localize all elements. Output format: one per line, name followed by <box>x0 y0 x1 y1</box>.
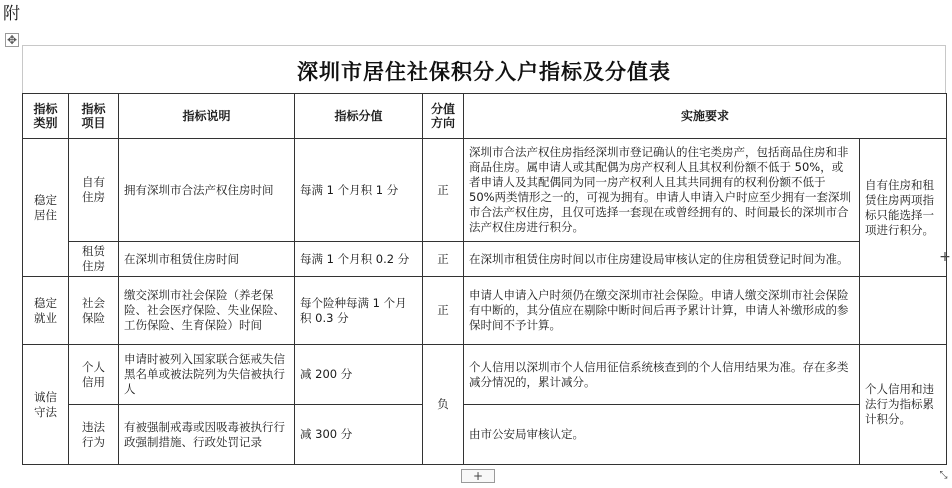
header-item: 指标 项目 <box>69 94 119 139</box>
employment-note-empty <box>860 277 947 345</box>
table-resize-icon[interactable]: ⤡ <box>939 470 948 481</box>
table-row <box>23 139 947 242</box>
item-rent-house: 租赁 住房 <box>69 242 119 277</box>
score-table <box>22 93 947 465</box>
requirement-own-house: 深圳市合法产权住房指经深圳市登记确认的住宅类房产，包括商品住房和非商品住房。属申请人或其配偶为房产权利人且其权利份额不低于 50%，或者申请人及其配偶同为同一房产权利人且其共同拥有的权利份额不低于 50%两类情形之一的，可视为拥有。申请人申请入户时应至少拥有一套深圳市合法产权住房，且仅可选择一套现在或曾经拥有的、时间最长的深圳市合法产权住房进行积分。 <box>464 139 860 242</box>
desc-social-insurance: 缴交深圳市社会保险（养老保险、社会医疗保险、失业保险、工伤保险、生育保险）时间 <box>119 277 295 345</box>
score-social-insurance: 每个险种每满 1 个月积 0.3 分 <box>295 277 423 345</box>
requirement-rent-house: 在深圳市租赁住房时间以市住房建设局审核认定的住房租赁登记时间为准。 <box>464 242 860 277</box>
score-violation: 减 300 分 <box>295 405 423 465</box>
score-credit: 减 200 分 <box>295 345 423 405</box>
desc-own-house: 拥有深圳市合法产权住房时间 <box>119 139 295 242</box>
insert-column-plus-icon[interactable]: + <box>939 249 951 265</box>
integrity-note: 个人信用和违法行为指标累计积分。 <box>860 345 947 465</box>
table-header-row <box>23 94 947 139</box>
category-residence: 稳定 居住 <box>23 139 69 277</box>
direction-integrity: 负 <box>423 345 464 465</box>
direction-social-insurance: 正 <box>423 277 464 345</box>
page-label: 附 <box>3 4 20 24</box>
score-rent-house: 每满 1 个月积 0.2 分 <box>295 242 423 277</box>
header-category: 指标 类别 <box>23 94 69 139</box>
table-row <box>23 405 947 465</box>
item-violation: 违法 行为 <box>69 405 119 465</box>
insert-row-plus-icon[interactable]: + <box>461 469 495 483</box>
item-social-insurance: 社会 保险 <box>69 277 119 345</box>
title-cell <box>22 45 946 93</box>
desc-rent-house: 在深圳市租赁住房时间 <box>119 242 295 277</box>
requirement-credit: 个人信用以深圳市个人信用征信系统核查到的个人信用结果为准。存在多类减分情况的，累计减分。 <box>464 345 860 405</box>
category-employment: 稳定 就业 <box>23 277 69 345</box>
desc-credit: 申请时被列入国家联合惩戒失信黑名单或被法院列为失信被执行人 <box>119 345 295 405</box>
header-requirement: 实施要求 <box>464 94 947 139</box>
header-score: 指标分值 <box>295 94 423 139</box>
direction-own-house: 正 <box>423 139 464 242</box>
desc-violation: 有被强制戒毒或因吸毒被执行行政强制措施、行政处罚记录 <box>119 405 295 465</box>
header-direction: 分值 方向 <box>423 94 464 139</box>
category-integrity: 诚信 守法 <box>23 345 69 465</box>
table-row <box>23 242 947 277</box>
item-credit: 个人 信用 <box>69 345 119 405</box>
header-description: 指标说明 <box>119 94 295 139</box>
direction-rent-house: 正 <box>423 242 464 277</box>
requirement-violation: 由市公安局审核认定。 <box>464 405 860 465</box>
table-row <box>23 277 947 345</box>
table-move-handle-icon[interactable]: ✥ <box>6 33 18 47</box>
table-row <box>23 345 947 405</box>
residence-note: 自有住房和租赁住房两项指标只能选择一项进行积分。 <box>860 139 947 277</box>
page-title: 深圳市居住社保积分入户指标及分值表 <box>297 59 671 84</box>
requirement-social-insurance: 申请人申请入户时须仍在缴交深圳市社会保险。申请人缴交深圳市社会保险有中断的，其分值应在剔除中断时间后再予累计计算，申请人补缴形成的参保时间不予计算。 <box>464 277 860 345</box>
item-own-house: 自有 住房 <box>69 139 119 242</box>
score-own-house: 每满 1 个月积 1 分 <box>295 139 423 242</box>
